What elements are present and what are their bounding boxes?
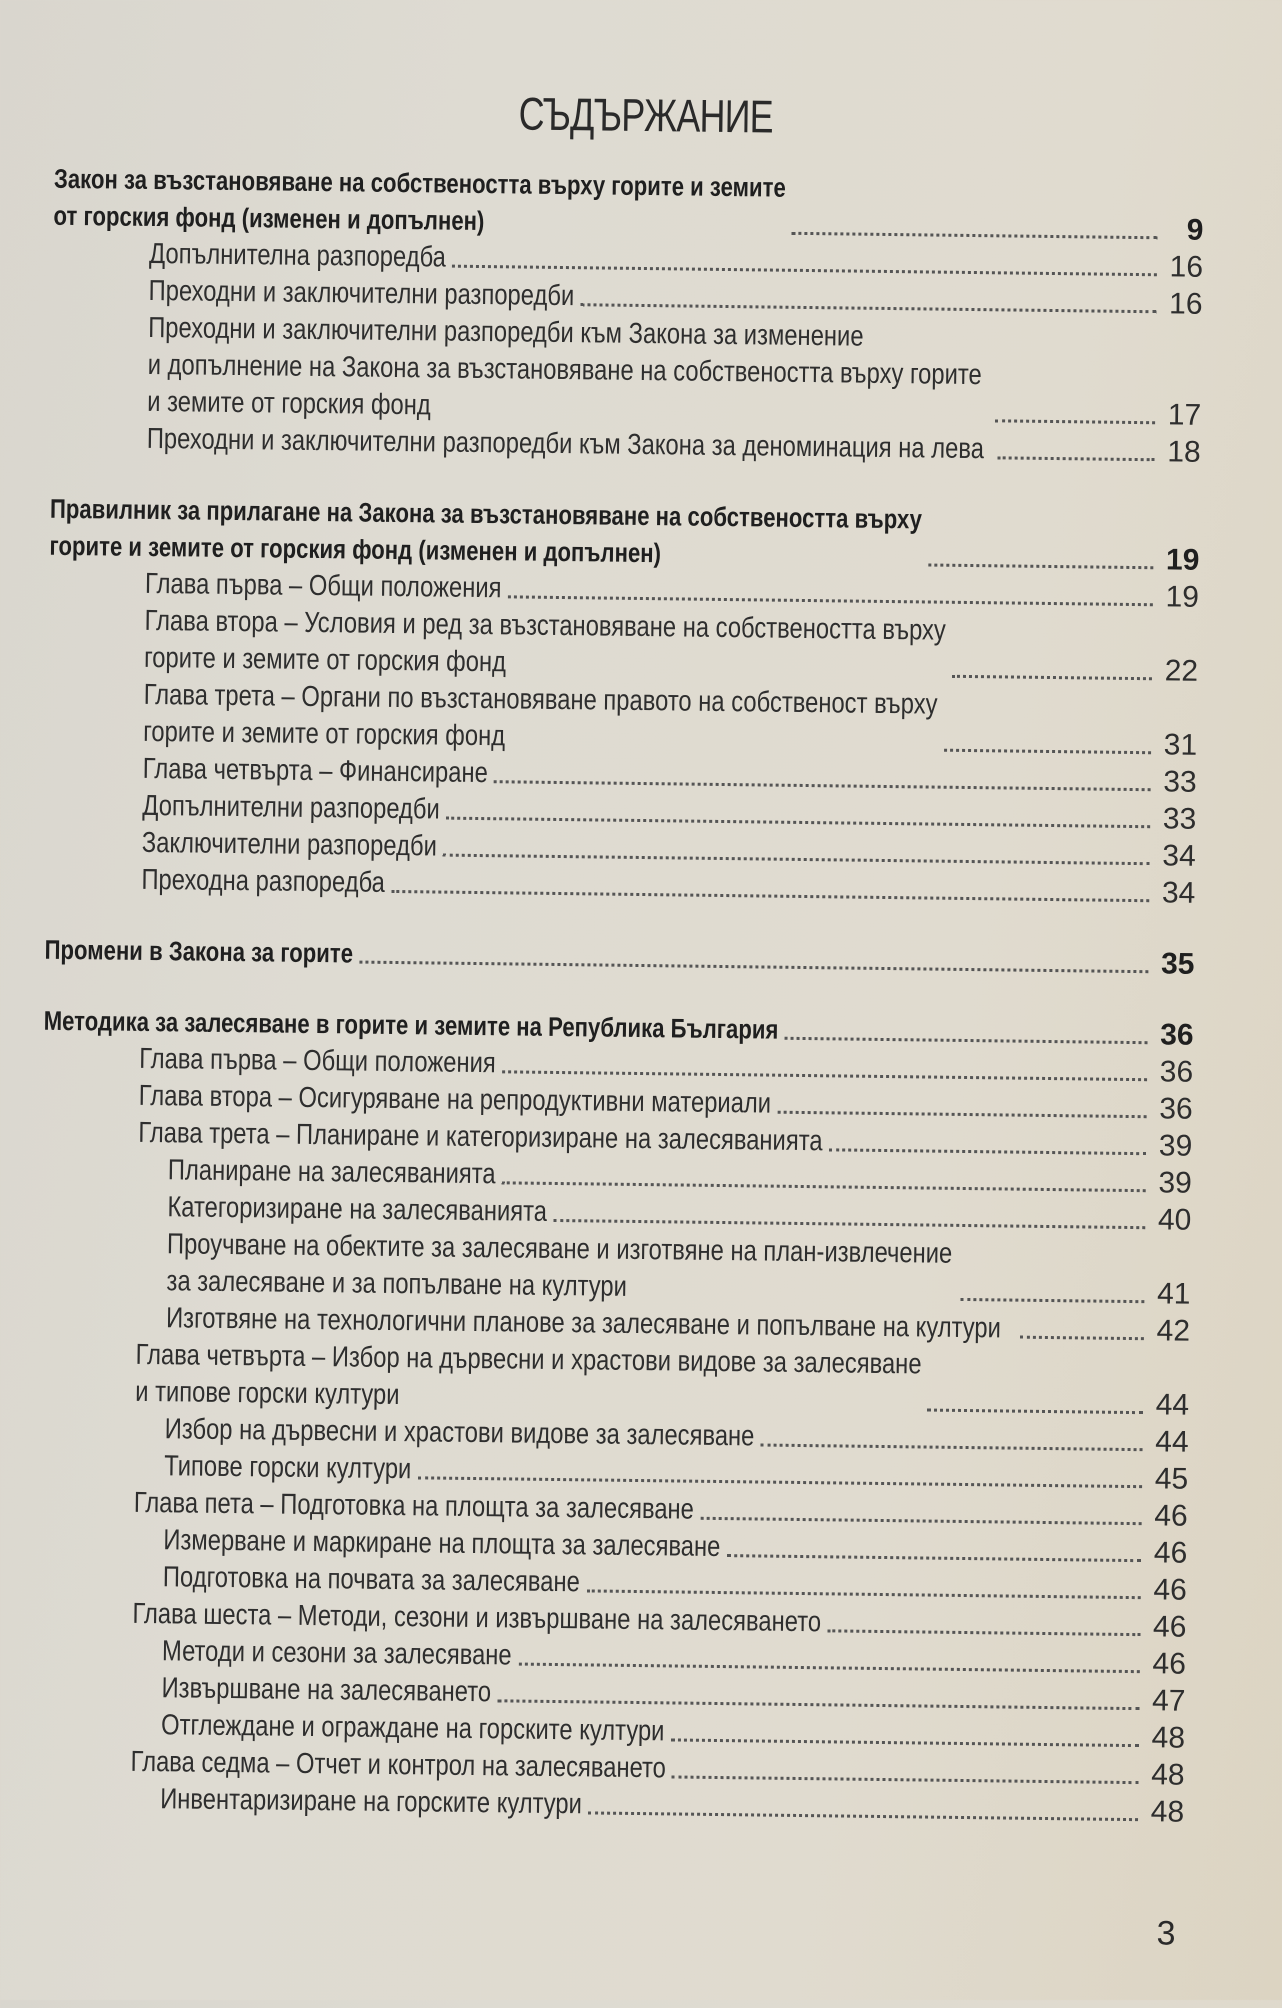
- dot-leader: [360, 961, 1149, 974]
- dot-leader: [727, 1554, 1141, 1562]
- entry-page-number: 22: [1164, 654, 1199, 688]
- entry-title: Преходни и заключителни разпоредби към Закона за изменение и допълнение на Закона за възстановяване на собствеността върху горите и земите от горския фонд: [147, 311, 982, 422]
- entry-page-number: 44: [1155, 1388, 1190, 1422]
- entry-page-number: 48: [1150, 1795, 1185, 1829]
- toc-chapter-entry[interactable]: [39, 1336, 1190, 1424]
- entry-title: Закон за възстановяване на собствеността върху горите и земите от горския фонд (изменен и допълнен): [53, 163, 786, 237]
- dot-leader: [827, 1629, 1140, 1636]
- entry-page-number: 44: [1155, 1425, 1189, 1459]
- entry-page-number: 36: [1160, 1018, 1194, 1052]
- entry-page-number: 19: [1165, 543, 1200, 577]
- dot-leader: [452, 265, 1157, 277]
- entry-title: Преходни и заключителни разпоредби: [148, 274, 575, 313]
- entry-title: Избор на дървесни и храстови видове за залесяване: [164, 1413, 755, 1453]
- entry-title: Глава шеста – Методи, сезони и извършване на залесяването: [132, 1597, 822, 1639]
- entry-page-number: 39: [1158, 1166, 1193, 1200]
- entry-page-number: 31: [1163, 728, 1198, 762]
- entry-title: Методика за залесяване в горите и земите на Република България: [43, 1005, 779, 1045]
- entry-title: Отглеждане и ограждане на горските култури: [160, 1709, 665, 1748]
- dot-leader: [581, 303, 1157, 313]
- dot-leader: [829, 1148, 1146, 1155]
- entry-title: Правилник за прилагане на Закона за възстановяване на собствеността върху горите и земите от горския фонд (изменен и допълнен): [49, 493, 923, 569]
- entry-page-number: 46: [1153, 1536, 1188, 1570]
- entry-title: Промени в Закона за горите: [44, 934, 354, 969]
- entry-page-number: 18: [1167, 435, 1201, 469]
- dot-leader: [497, 1699, 1139, 1710]
- dot-leader: [502, 1181, 1146, 1192]
- toc-section-heading[interactable]: [53, 161, 1204, 249]
- dot-leader: [944, 749, 1151, 755]
- entry-page-number: 40: [1157, 1203, 1192, 1237]
- entry-page-number: 19: [1165, 580, 1200, 614]
- entry-page-number: 9: [1186, 213, 1204, 247]
- entry-page-number: 46: [1152, 1647, 1187, 1681]
- entry-title: Допълнителни разпоредби: [142, 789, 441, 826]
- entry-title: Типове горски култури: [164, 1450, 412, 1486]
- entry-page-number: 36: [1159, 1055, 1194, 1089]
- page-number: 3: [1156, 1914, 1176, 1953]
- dot-leader: [518, 1663, 1139, 1674]
- dot-leader: [443, 854, 1150, 866]
- entry-page-number: 34: [1161, 876, 1196, 910]
- entry-title: Заключителни разпоредби: [141, 826, 438, 863]
- entry-title: Методи и сезони за залесяване: [161, 1635, 512, 1672]
- entry-title: Инвентаризиране на горските култури: [160, 1783, 583, 1821]
- entry-title: Глава четвърта – Финансиране: [142, 752, 489, 790]
- entry-title: Глава трета – Планиране и категоризиране на залесяванията: [138, 1116, 823, 1158]
- dot-leader: [502, 1070, 1147, 1081]
- dot-leader: [671, 1738, 1139, 1747]
- entry-title: Глава втора – Осигуряване на репродуктивни материали: [138, 1079, 772, 1120]
- entry-page-number: 48: [1151, 1721, 1186, 1755]
- dot-leader: [587, 1589, 1141, 1599]
- entry-page-number: 16: [1169, 250, 1204, 284]
- entry-title: Глава първа – Общи положения: [144, 567, 502, 605]
- entry-title: Категоризиране на залесяванията: [167, 1191, 548, 1228]
- entry-page-number: 34: [1162, 839, 1196, 873]
- entry-title: Допълнителна разпоредба: [148, 237, 447, 274]
- dot-leader: [960, 1298, 1144, 1303]
- toc-chapter-entry[interactable]: [47, 676, 1198, 764]
- dot-leader: [952, 675, 1152, 680]
- dot-leader: [778, 1111, 1147, 1119]
- entry-page-number: 35: [1160, 947, 1195, 981]
- dot-leader: [418, 1476, 1142, 1488]
- entry-page-number: 16: [1168, 287, 1203, 321]
- entry-title: Преходна разпоредба: [141, 863, 386, 899]
- dot-leader: [553, 1219, 1145, 1229]
- dot-leader: [508, 595, 1153, 606]
- entry-page-number: 41: [1156, 1277, 1191, 1311]
- table-of-contents: [34, 161, 1204, 1831]
- entry-title: Извършване на залесяването: [161, 1672, 492, 1709]
- entry-title: Глава четвърта – Избор на дървесни и храстови видове за залесяване и типове горски култури: [134, 1338, 922, 1412]
- toc-chapter-entry[interactable]: [48, 602, 1199, 690]
- entry-page-number: 46: [1152, 1610, 1187, 1644]
- entry-page-number: 39: [1158, 1129, 1193, 1163]
- dot-leader: [785, 1037, 1148, 1044]
- entry-page-number: 45: [1154, 1462, 1189, 1496]
- toc-title: СЪДЪРЖАНИЕ: [518, 87, 774, 143]
- entry-page-number: 33: [1162, 802, 1197, 836]
- dot-leader: [792, 232, 1158, 239]
- entry-title: Изготвяне на технологични планове за залесяване и попълване на култури: [165, 1302, 1002, 1345]
- dot-leader: [927, 1409, 1143, 1415]
- toc-subentry[interactable]: [40, 1225, 1191, 1313]
- entry-page-number: 36: [1159, 1092, 1193, 1126]
- dot-leader: [700, 1517, 1141, 1525]
- entry-page-number: 17: [1167, 398, 1202, 432]
- entry-page-number: 46: [1153, 1573, 1188, 1607]
- dot-leader: [995, 419, 1155, 424]
- entry-title: Проучване на обектите за залесяване и изготвяне на план-извлечение за залесяване и за попълване на култури: [166, 1228, 953, 1303]
- entry-page-number: 33: [1163, 765, 1197, 799]
- dot-leader: [588, 1811, 1138, 1821]
- dot-leader: [1020, 1336, 1144, 1341]
- entry-page-number: 46: [1154, 1499, 1188, 1533]
- entry-page-number: 42: [1156, 1314, 1191, 1348]
- dot-leader: [761, 1444, 1143, 1452]
- dot-leader: [672, 1775, 1139, 1784]
- dot-leader: [998, 456, 1155, 461]
- entry-title: Глава трета – Органи по възстановяване правото на собственост върху горите и земите от горския фонд: [143, 678, 938, 753]
- dot-leader: [446, 817, 1150, 829]
- entry-title: Планиране на залесяванията: [167, 1154, 496, 1191]
- entry-title: Глава пета – Подготовка на площта за залесяване: [133, 1486, 695, 1526]
- toc-chapter-entry[interactable]: [51, 309, 1202, 434]
- entry-title: Измерване и маркиране на площта за залесяване: [163, 1524, 721, 1564]
- toc-section-heading[interactable]: [49, 491, 1200, 579]
- dot-leader: [929, 563, 1154, 569]
- entry-title: Глава седма – Отчет и контрол на залесяването: [130, 1745, 667, 1785]
- entry-title: Подготовка на почвата за залесяване: [162, 1561, 580, 1599]
- entry-title: Глава първа – Общи положения: [139, 1042, 496, 1080]
- entry-title: Глава втора – Условия и ред за възстановяване на собствеността върху горите и земите от горския фонд: [143, 604, 946, 679]
- dot-leader: [391, 890, 1149, 902]
- entry-title: Преходни и заключителни разпоредби към Закона за деноминация на лева: [146, 422, 985, 466]
- entry-page-number: 48: [1150, 1758, 1185, 1792]
- entry-page-number: 47: [1151, 1684, 1186, 1718]
- dot-leader: [494, 780, 1151, 791]
